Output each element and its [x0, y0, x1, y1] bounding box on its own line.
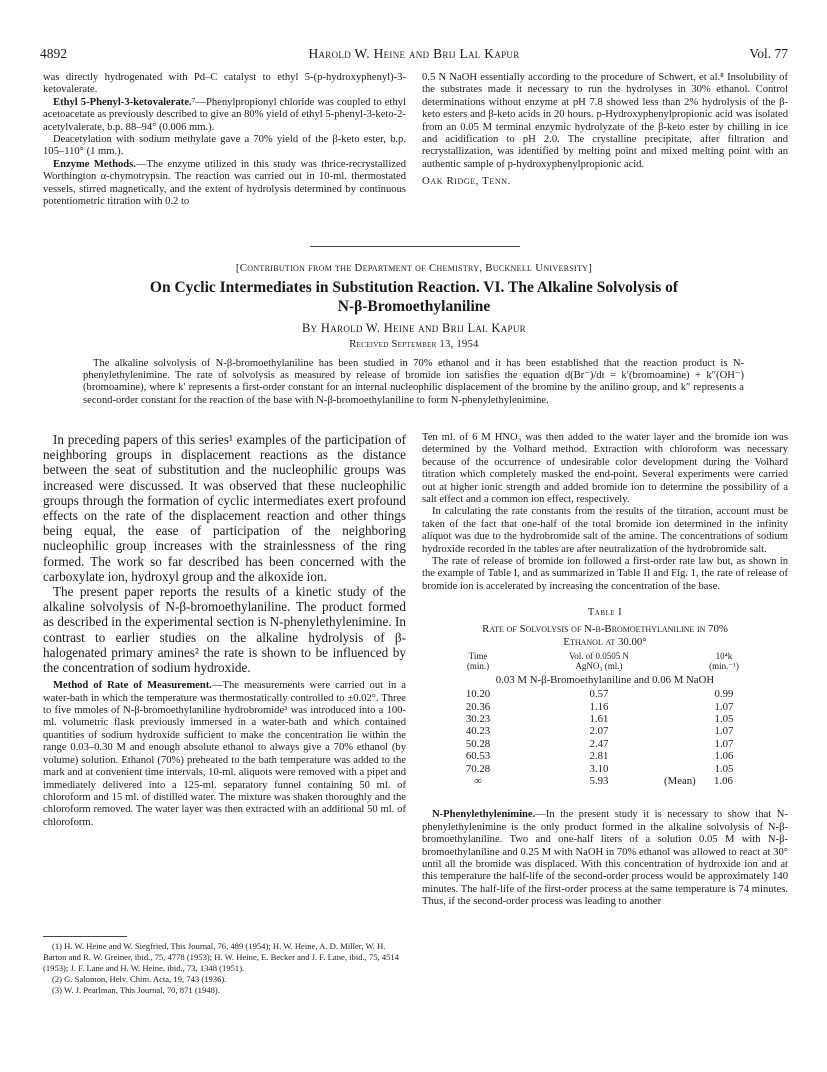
prev-paragraph: was directly hydrogenated with Pd–C catalyst to ethyl 5-(p-hydroxyphenyl)-3-ketovalerate. — [43, 72, 406, 96]
table-label: Table I — [587, 607, 623, 619]
table-condition: 0.03 M N-β-Bromoethylaniline and 0.06 M NaOH — [495, 673, 715, 686]
table-header — [422, 649, 788, 671]
column-header: Vol. of 0.0505 N AgNO₃ (ml.) — [568, 650, 630, 671]
prev-paragraph: Deacetylation with sodium methylate gave a 70% yield of the β-keto ester, b.p. 105–110° (1 mm.). — [43, 134, 406, 158]
column-header: 10⁴k (min.⁻¹) — [709, 650, 739, 671]
table-caption: Rate of Solvolysis of N-β-Bromoethylaniline in 70% Ethanol at 30.00° — [482, 622, 728, 648]
table-row: 40.23 2.07 1.07 — [465, 725, 734, 738]
footnote: (3) W. J. Pearlman, This Journal, 70, 871 (1948). — [52, 984, 220, 995]
prev-paragraph: Enzyme Methods.—The enzyme utilized in this study was thrice-recrystallized Worthington α-chymotrypsin. The reaction was carried out in 10-ml. thermostated vessels, stirred magnetically, and the extent of hydrolysis determined by continuous potentiometric titration with 0.2 to — [43, 158, 406, 208]
imine-paragraph: N-Phenylethylenimine.—In the present study it is necessary to show that N-phenylethylenimine is the only product formed in the alkaline solvolysis of N-β-bromoethylaniline. Two and one-half liters of a solution 0.05 M with N-β-bromoethylaniline and 0.25 M with NaOH in 70% ethanol was allowed to react at 30° until all the bromide was displaced. With this concentration of hydroxide ion and at this temperature the half-life of the second-order process would be approximately 140 minutes. The half-life of the first-order process at the same temperature is 74 minutes. Thus, if the second-order process was leading to another — [422, 809, 788, 908]
prev-article-right-column — [422, 72, 788, 188]
footnote-rule — [43, 936, 127, 937]
running-header — [40, 46, 788, 62]
table-row: 70.28 3.10 1.05 — [465, 762, 734, 775]
table-row: ∞ 5.93 (Mean) 1.06 — [474, 774, 733, 787]
column-header: Time (min.) — [466, 650, 490, 671]
article-separator — [310, 246, 520, 247]
table-row: 50.28 2.47 1.07 — [465, 737, 734, 750]
prev-paragraph: Ethyl 5-Phenyl-3-ketovalerate.⁷—Phenylpropionyl chloride was coupled to ethyl acetoacetate as previously described to give an 80% yield of ethyl 5-phenyl-3-keto-2-acetylvalerate, b.p. 88–94° (0.006 mm.). — [43, 96, 406, 133]
table-1 — [422, 607, 788, 787]
table-row: 20.36 1.16 1.07 — [465, 700, 734, 713]
running-title: Harold W. Heine and Brij Lal Kapur — [308, 46, 520, 61]
intro-paragraph: In preceding papers of this series¹ examples of the participation of neighboring groups in displacement reactions as the distance between the seat of substitution and the nucleophilic groups was increased were discussed. It was observed that these nucleophilic groups through the formation of cyclic intermediates exert profound effects on the rate of the displacement reaction and other things being equal, the ease of participation of the neighboring nucleophilic group increases with the strainlessness of the ring formed. The work so far described has been concerned with the carboxylate ion, hydroxyl group and the alkoxide ion. — [43, 432, 406, 584]
received-date: Received September 13, 1954 — [349, 339, 479, 350]
author-line: By Harold W. Heine and Brij Lal Kapur — [302, 321, 526, 335]
intro-paragraph: The present paper reports the results of a kinetic study of the alkaline solvolysis of N-β-bromoethylaniline. The product formed as described in the experimental section is N-phenylethylenimine. In contrast to earlier studies on the alkaline hydrolysis of β-halogenated primary amines² the rate is shown to be influenced by the concentration of sodium hydroxide. — [43, 584, 406, 676]
table-row: 60.53 2.81 1.06 — [465, 750, 734, 763]
body-paragraph: Ten ml. of 6 M HNO₃ was then added to the water layer and the bromide ion was determined by the Volhard method. Extraction with chloroform was necessary because of the occurrence of undesirable color development during the Volhard titration which completely masked the end-point. Several experiments were carried out at higher ionic strength and added bromide ion to determine the possibility of a salt effect and a common ion effect, respectively. — [422, 432, 788, 506]
main-left-column — [43, 432, 406, 829]
volume-label: Vol. 77 — [749, 46, 788, 61]
abstract: The alkaline solvolysis of N-β-bromoethylaniline has been studied in 70% ethanol and it has been established that the reaction product is N-phenylethylenimine. The rate of solvolysis as measured by release of bromide ion satisfies the equation d(Br⁻)/dt = k′(bromoamine) + k″(OH⁻)(bromoamine), where k′ represents a first-order constant for an internal nucleophilic displacement of the bromine by the anilino group, and k″ represents a second-order constant for the reaction of the base with N-β-bromoethylaniline to form N-phenylethylenimine. — [83, 358, 744, 406]
contribution-line: [Contribution from the Department of Chemistry, Bucknell University] — [235, 262, 593, 274]
prev-article-left-column — [43, 72, 406, 208]
body-paragraph: In calculating the rate constants from the results of the titration, account must be taken of the fact that one-half of the total bromide ion determined in the infinity aliquot was due to the hydrobromide salt of the amine. The concentrations of sodium hydroxide recorded in the tables are after neutralization of the hydrobromide salt. — [422, 506, 788, 555]
table-body — [422, 688, 788, 787]
table-row: 30.23 1.61 1.05 — [465, 712, 734, 725]
prev-paragraph: 0.5 N NaOH essentially according to the procedure of Schwert, et al.⁸ Insolubility of the substrates made it necessary to run the hydrolyses in 30% ethanol. Control determinations without enzyme at pH 7.8 showed less than 2% hydrolysis of the β-keto esters and β-keto acids in 20 hours. p-Hydroxyphenylpropionic acid was isolated from an 0.05 M terminal enzymic hydrolyzate of the β-keto ester by chilling in ice and acidification to pH 2.0. The crystalline precipitate, after filtration and recrystallization, was identified by melting point and mixed melting point with an authentic sample of p-hydroxyphenylpropionic acid. — [422, 72, 788, 170]
article-title: On Cyclic Intermediates in Substitution Reaction. VI. The Alkaline Solvolysis of N-β-Bromoethylaniline — [149, 279, 679, 315]
footnote: (1) H. W. Heine and W. Siegfried, This Journal, 76, 489 (1954); H. W. Heine, A. D. Miller, W. H. Barton and R. W. Greiner, ibid., 75, 4778 (1953); H. W. Heine, E. Becker and J. F. Lane, ibid., 75, 4514 (1953); J. F. Lane and H. W. Heine, ibid., 73, 1348 (1951). — [43, 941, 400, 973]
method-paragraph: Method of Rate of Measurement.—The measurements were carried out in a water-bath in which the temperature was thermostatically controlled to ±0.02°. Three to five mmoles of N-β-bromoethylaniline hydrobromide³ was introduced into a 100-ml. volumetric flask previously immersed in a water-bath and which contained quantities of sodium hydroxide sufficient to make the concentration lie within the range 0.03–0.30 M and enough absolute ethanol to always give a 70% ethanol (by volume) solution. Ethanol (70%) preheated to the bath temperature was added to the mark and at convenient time intervals, 10-ml. aliquots were removed with a pipet and immediately delivered into a 125-ml. separatory funnel containing 50 ml. of chloroform and 15 ml. of distilled water. The mixture was shaken thoroughly and the chloroform removed. The water layer was then extracted with an additional 50 ml. of chloroform. — [43, 680, 406, 828]
page-number: 4892 — [40, 46, 67, 61]
table-row: 10.20 0.57 0.99 — [465, 688, 734, 701]
body-paragraph: The rate of release of bromide ion followed a first-order rate law but, as shown in the example of Table I, and as summarized in Table II and Fig. 1, the rate of release of bromide ion is accelerated by increasing the concentration of the base. — [422, 556, 788, 592]
main-right-column — [422, 432, 788, 909]
place-line: Oak Ridge, Tenn. — [422, 175, 511, 188]
footnotes — [43, 941, 406, 996]
footnote: (2) G. Salomon, Helv. Chim. Acta, 19, 743 (1936). — [52, 973, 227, 984]
